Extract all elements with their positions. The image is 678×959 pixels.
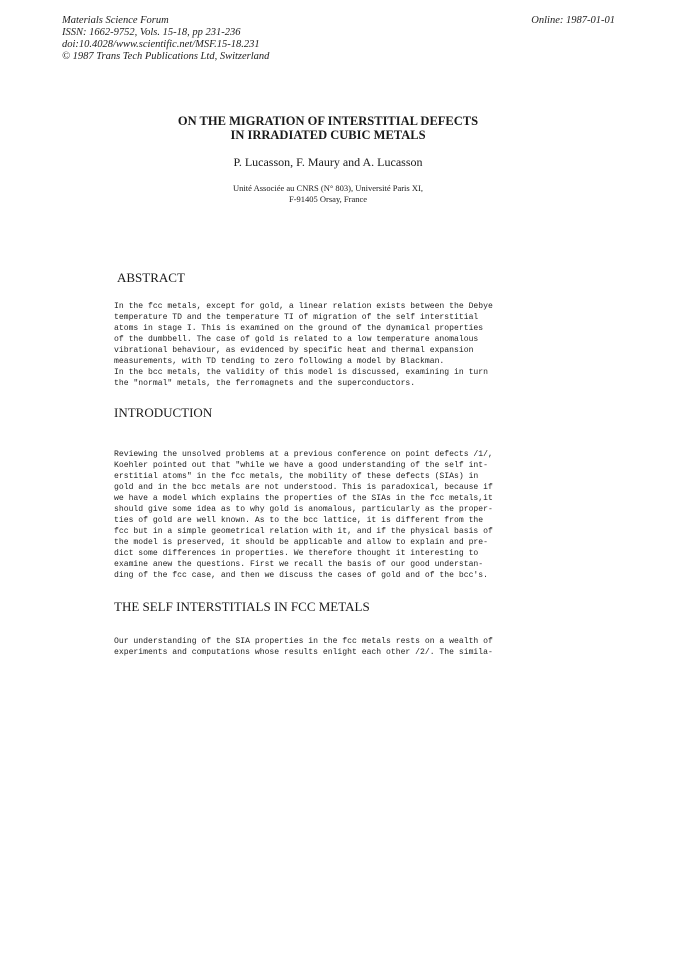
journal-name: Materials Science Forum <box>62 15 169 26</box>
text-line: we have a model which explains the properties of the SIAs in the fcc metals,it <box>114 494 493 503</box>
abstract-body <box>114 301 534 389</box>
online-date: Online: 1987-01-01 <box>531 15 615 26</box>
text-line: ding of the fcc case, and then we discuss the cases of gold and of the bcc's. <box>114 571 488 580</box>
affiliation-line-1: Unité Associée au CNRS (N° 803), Université Paris XI, <box>233 183 423 193</box>
text-line: atoms in stage I. This is examined on the ground of the dynamical properties <box>114 324 484 333</box>
text-line: In the fcc metals, except for gold, a linear relation exists between the Debye <box>114 302 493 311</box>
issn-line: ISSN: 1662-9752, Vols. 15-18, pp 231-236 <box>62 27 241 38</box>
affiliation-line-2: F-91405 Orsay, France <box>288 194 368 204</box>
text-line: ties of gold are well known. As to the bcc lattice, it is different from the <box>114 516 484 525</box>
text-line: Koehler pointed out that "while we have a good understanding of the self int- <box>114 461 488 470</box>
section-heading-fcc: THE SELF INTERSTITIALS IN FCC METALS <box>114 599 370 614</box>
text-line: vibrational behaviour, as evidenced by specific heat and thermal expansion <box>114 346 474 355</box>
text-line: erstitial atoms" in the fcc metals, the mobility of these defects (SIAs) in <box>114 472 479 481</box>
title-line-2: IN IRRADIATED CUBIC METALS <box>230 128 426 142</box>
title-line-1: ON THE MIGRATION OF INTERSTITIAL DEFECTS <box>177 114 479 128</box>
text-line: experiments and computations whose results enlight each other /2/. The simila- <box>114 648 493 657</box>
abstract-heading: ABSTRACT <box>117 270 185 285</box>
text-line: the "normal" metals, the ferromagnets and the superconductors. <box>114 379 416 388</box>
introduction-body <box>114 449 534 581</box>
affiliation <box>130 183 526 205</box>
copyright-line: © 1987 Trans Tech Publications Ltd, Switzerland <box>62 51 270 62</box>
journal-header <box>62 15 269 63</box>
authors: P. Lucasson, F. Maury and A. Lucasson <box>233 155 423 169</box>
text-line: Reviewing the unsolved problems at a previous conference on point defects /1/, <box>114 450 493 459</box>
paper-title <box>130 114 526 142</box>
text-line: the model is preserved, it should be applicable and allow to explain and pre- <box>114 538 488 547</box>
text-line: should give some idea as to why gold is anomalous, particularly as the proper- <box>114 505 493 514</box>
text-line: dict some differences in properties. We therefore thought it interesting to <box>114 549 479 558</box>
text-line: examine anew the questions. First we recall the basis of our good understan- <box>114 560 484 569</box>
text-line: temperature TD and the temperature TI of migration of the self interstitial <box>114 313 479 322</box>
section-body-fcc <box>114 636 534 658</box>
text-line: gold and in the bcc metals are not understood. This is paradoxical, because if <box>114 483 493 492</box>
text-line: of the dumbbell. The case of gold is related to a low temperature anomalous <box>114 335 479 344</box>
text-line: fcc but in a simple geometrical relation with it, and if the physical basis of <box>114 527 493 536</box>
introduction-heading: INTRODUCTION <box>114 405 213 420</box>
doi-line[interactable]: doi:10.4028/www.scientific.net/MSF.15-18.231 <box>62 39 260 50</box>
text-line: measurements, with TD tending to zero following a model by Blackman. <box>114 357 445 366</box>
text-line: In the bcc metals, the validity of this model is discussed, examining in turn <box>114 368 488 377</box>
text-line: Our understanding of the SIA properties in the fcc metals rests on a wealth of <box>114 637 493 646</box>
